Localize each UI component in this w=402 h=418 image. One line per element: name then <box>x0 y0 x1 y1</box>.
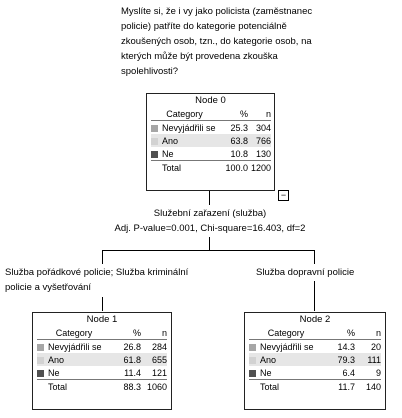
connector-root-down <box>209 191 210 205</box>
split-variable: Služební zařazení (služba) <box>153 208 267 219</box>
table-row <box>249 366 381 380</box>
category-swatch <box>151 125 158 132</box>
total-row <box>151 161 271 176</box>
connector-right-drop <box>314 250 315 264</box>
connector-right-node <box>314 281 315 311</box>
count-value: 9 <box>375 367 381 378</box>
percent-value: 79.3 <box>323 353 355 366</box>
connector-left-node <box>102 297 103 311</box>
category-label: Nevyjádřili se <box>48 341 102 352</box>
collapse-node-0-button[interactable]: − <box>278 190 289 201</box>
total-percent: 88.3 <box>111 380 141 395</box>
node-title: Node 1 <box>86 314 118 325</box>
category-label: Ano <box>260 354 277 365</box>
node-table <box>249 326 381 394</box>
header-n: n <box>141 326 167 340</box>
header-n: n <box>355 326 381 340</box>
count-value: 111 <box>355 353 381 366</box>
count-value: 766 <box>248 134 271 147</box>
header-category: Category <box>37 326 111 340</box>
node-2[interactable] <box>244 312 386 410</box>
category-swatch <box>249 344 256 351</box>
category-swatch <box>37 370 44 377</box>
percent-value: 61.8 <box>111 353 141 366</box>
category-label: Ne <box>260 367 272 378</box>
table-row <box>151 134 271 147</box>
table-row <box>151 147 271 161</box>
percent-value: 11.4 <box>124 367 141 378</box>
connector-split-down <box>209 237 210 250</box>
node-1[interactable] <box>32 312 172 410</box>
category-label: Ne <box>48 367 60 378</box>
target-question: Myslíte si, že i vy jako policista (zaměstnanec policie) patříte do kategorie potenciálně zkoušených osob, tzn., do kategorie osob, na kterých může být provedena zkouška spolehlivosti? <box>121 6 313 77</box>
split-stats: Adj. P-value=0.001, Chi-square=16.403, df=2 <box>114 223 306 234</box>
node-0[interactable] <box>146 93 275 191</box>
table-row <box>37 366 167 380</box>
category-label: Nevyjádřili se <box>260 341 314 352</box>
category-swatch <box>249 370 256 377</box>
header-percent: % <box>218 107 248 121</box>
count-value: 130 <box>255 148 271 159</box>
header-category: Category <box>151 107 218 121</box>
total-percent: 100.0 <box>218 161 248 176</box>
connector-horizontal <box>102 250 315 251</box>
category-swatch <box>151 138 158 145</box>
count-value: 655 <box>141 353 167 366</box>
total-row <box>37 380 167 395</box>
total-count: 1200 <box>248 161 271 176</box>
node-title: Node 0 <box>195 95 226 106</box>
total-percent: 11.7 <box>323 380 355 395</box>
table-row <box>37 340 167 354</box>
total-label: Total <box>48 382 68 392</box>
percent-value: 63.8 <box>218 134 248 147</box>
category-swatch <box>249 357 256 364</box>
total-label: Total <box>162 163 182 173</box>
category-swatch <box>37 357 44 364</box>
category-label: Ne <box>162 148 174 159</box>
percent-value: 26.8 <box>123 341 141 352</box>
header-n: n <box>248 107 271 121</box>
percent-value: 25.3 <box>230 122 248 133</box>
category-label: Nevyjádřili se <box>162 122 216 133</box>
node-table <box>151 107 271 175</box>
percent-value: 14.3 <box>337 341 355 352</box>
header-category: Category <box>249 326 323 340</box>
connector-left-drop <box>102 250 103 264</box>
percent-value: 10.8 <box>230 148 248 159</box>
table-row <box>249 340 381 354</box>
total-row <box>249 380 381 395</box>
count-value: 20 <box>370 341 381 352</box>
total-label: Total <box>260 382 280 392</box>
count-value: 304 <box>255 122 271 133</box>
category-label: Ano <box>48 354 65 365</box>
table-row <box>249 353 381 366</box>
header-percent: % <box>323 326 355 340</box>
category-label: Ano <box>162 135 179 146</box>
count-value: 121 <box>151 367 167 378</box>
node-table <box>37 326 167 394</box>
node-title: Node 2 <box>299 314 331 325</box>
branch-label-left: Služba pořádkové policie; Služba kriminální policie a vyšetřování <box>5 267 189 293</box>
table-row <box>151 121 271 135</box>
header-percent: % <box>111 326 141 340</box>
category-swatch <box>151 151 158 158</box>
percent-value: 6.4 <box>342 367 355 378</box>
branch-label-right: Služba dopravní policie <box>256 265 386 280</box>
category-swatch <box>37 344 44 351</box>
table-row <box>37 353 167 366</box>
count-value: 284 <box>151 341 167 352</box>
total-count: 140 <box>355 380 381 395</box>
total-count: 1060 <box>141 380 167 395</box>
